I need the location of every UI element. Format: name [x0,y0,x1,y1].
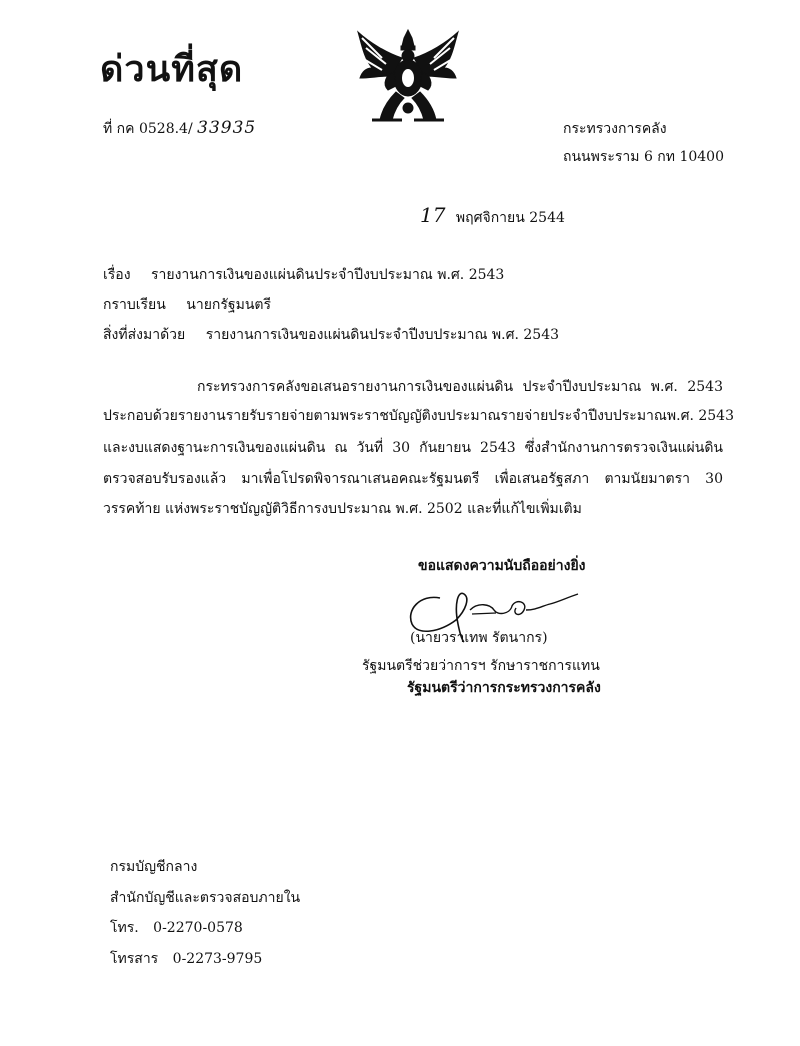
signatory-position-1: รัฐมนตรีช่วยว่าการฯ รักษาราชการแทน [362,658,600,674]
footer-fax [110,948,262,970]
closing-salutation: ขอแสดงความนับถืออย่างยิ่ง [418,558,586,574]
signatory-position-2: รัฐมนตรีว่าการกระทรวงการคลัง [407,680,601,696]
ministry-name: กระทรวงการคลัง [563,121,667,137]
fax-number: 0-2273-9795 [172,951,263,967]
enclosure-line [103,324,559,346]
reference-line [103,118,256,140]
body-line-1: กระทรวงการคลังขอเสนอรายงานการเงินของแผ่นดิน ประจำปีงบประมาณ พ.ศ. 2543 [197,379,723,395]
subject-line [103,264,504,286]
signatory-name: (นายวราเทพ รัตนากร) [410,630,548,646]
date-month-year: พฤศจิกายน 2544 [455,210,565,226]
urgency-heading: ด่วนที่สุด [100,48,244,90]
footer-division: สำนักบัญชีและตรวจสอบภายใน [110,890,301,906]
footer-department: กรมบัญชีกลาง [110,859,198,875]
body-line-4: ตรวจสอบรับรองแล้ว มาเพื่อโปรดพิจารณาเสนอคณะรัฐมนตรี เพื่อเสนอรัฐสภา ตามนัยมาตรา 30 [103,471,723,487]
fax-label: โทรสาร [110,951,159,967]
date-day: 17 [420,203,446,227]
ministry-address: ถนนพระราม 6 กท 10400 [563,149,724,165]
addressee-text: นายกรัฐมนตรี [186,297,272,313]
enclosure-label: สิ่งที่ส่งมาด้วย [103,327,186,343]
enclosure-text: รายงานการเงินของแผ่นดินประจำปีงบประมาณ พ.ศ. 2543 [205,327,560,343]
addressee-line [103,294,271,316]
reference-prefix: ที่ กค 0528.4/ [103,121,193,137]
reference-number: 33935 [197,118,257,138]
body-line-3: และงบแสดงฐานะการเงินของแผ่นดิน ณ วันที่ 30 กันยายน 2543 ซึ่งสำนักงานการตรวจเงินแผ่นดิน [103,440,723,456]
body-line-2: ประกอบด้วยรายงานรายรับรายจ่ายตามพระราชบัญญัติงบประมาณรายจ่ายประจำปีงบประมาณพ.ศ. 2543 [103,408,734,424]
telephone-number: 0-2270-0578 [153,920,243,936]
telephone-label: โทร. [110,920,139,936]
addressee-label: กราบเรียน [103,297,166,313]
letter-date [420,203,565,229]
footer-telephone [110,917,243,939]
garuda-emblem-icon [352,28,464,128]
subject-label: เรื่อง [103,267,131,283]
subject-text: รายงานการเงินของแผ่นดินประจำปีงบประมาณ พ.ศ. 2543 [151,267,505,283]
body-line-5: วรรคท้าย แห่งพระราชบัญญัติวิธีการงบประมาณ พ.ศ. 2502 และที่แก้ไขเพิ่มเติม [103,501,582,517]
